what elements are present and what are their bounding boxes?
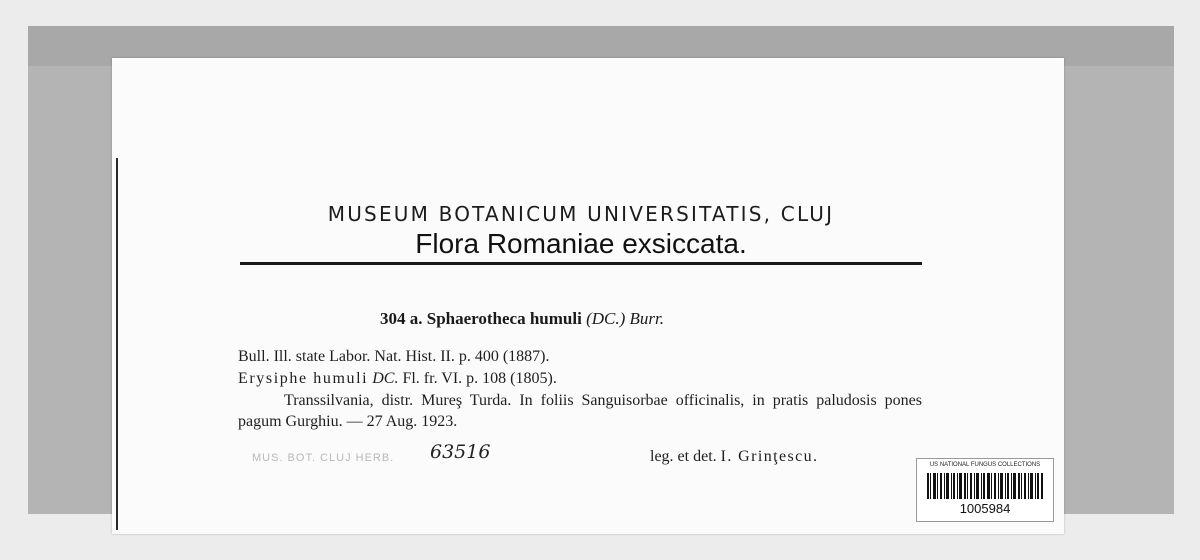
species-name: Sphaerotheca humuli — [426, 309, 582, 328]
specimen-number: 304 a. — [380, 309, 423, 328]
collector-prefix: leg. et det. — [650, 448, 717, 465]
barcode-label — [916, 458, 1054, 522]
species-line — [380, 309, 664, 329]
barcode-header: US NATIONAL FUNGUS COLLECTIONS — [929, 462, 1041, 468]
heading-rule — [240, 262, 922, 265]
collector-line — [650, 448, 818, 466]
institution-heading: MUSEUM BOTANICUM UNIVERSITATIS, CLUJ — [327, 202, 835, 226]
synonym-name: Erysiphe humuli — [238, 370, 369, 387]
barcode-number: 1005984 — [959, 501, 1011, 516]
series-title: Flora Romaniae exsiccata. — [415, 228, 747, 259]
reference-1: Bull. Ill. state Labor. Nat. Hist. II. p. 400 (1887). — [238, 348, 550, 365]
handwritten-number: 63516 — [430, 441, 491, 463]
label-edge-line — [116, 158, 118, 530]
collector-name: I. Grinţescu. — [720, 448, 819, 465]
synonym-line — [238, 370, 557, 388]
species-authority: (DC.) Burr. — [586, 309, 664, 328]
synonym-reference: Fl. fr. VI. p. 108 (1805). — [402, 370, 557, 387]
barcode-icon — [927, 473, 1043, 499]
synonym-author: DC. — [372, 370, 399, 387]
faint-stamp: MUS. BOT. CLUJ HERB. — [252, 452, 395, 464]
locality-text: Transsilvania, distr. Mureş Turda. In foliis Sanguisorbae officinalis, in pratis paludosis pones pagum Gurghiu. — 27 Aug. 1923. — [238, 392, 922, 430]
